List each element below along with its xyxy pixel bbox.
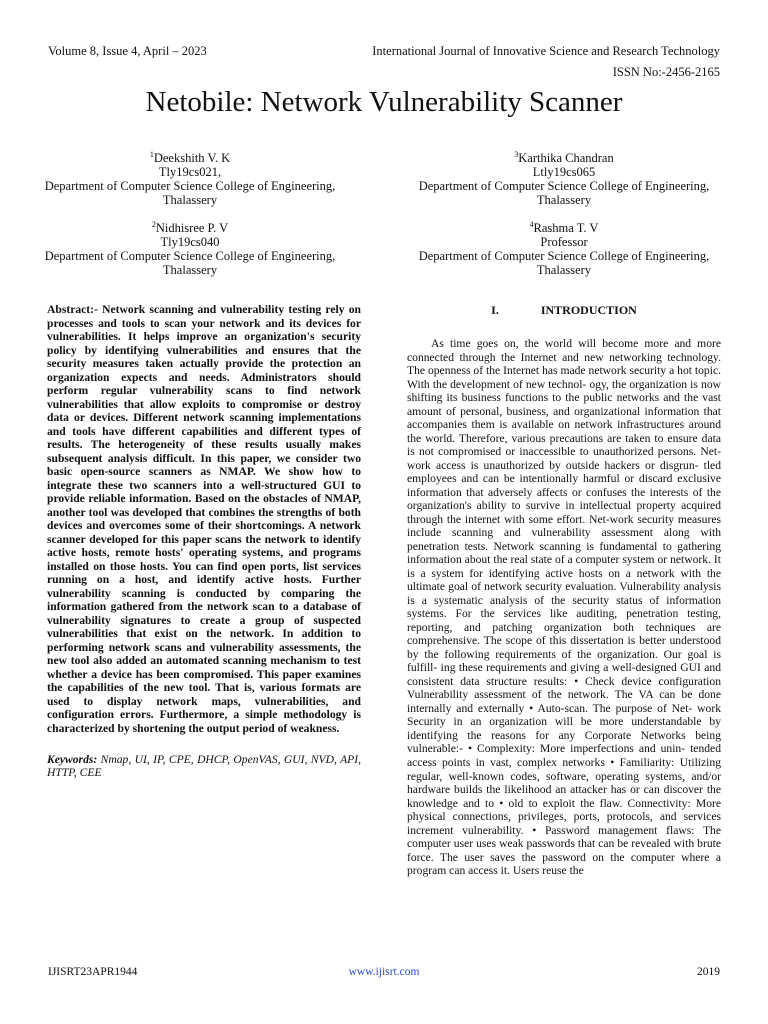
author-name: Nidhisree P. V <box>155 221 229 236</box>
author-sup: 1 <box>149 150 154 159</box>
abstract: Abstract:- Network scanning and vulnerability testing rely on processes and tools to scan your network and its devices for vulnerabilities. It helps improve an organization's security policy by identifying vulnerabilities and ensures that the security measures taken actually provide the protection an organization expects and needs. Administrators should perform regular vulnerability scans to find network vulnerabilities that allow exploits to compromise or destroy data or devices. Different network scanning implementations and tools have different capabilities and different types of results. The heterogeneity of these results usually makes subsequent analysis difficult. In this paper, we consider two basic open-source scanners as NMAP. We show how to integrate these two scanners into a well-structured GUI to provide reliable information. Based on the obstacles of NMAP, another tool was developed that combines the strengths of both devices and overcomes some of their shortcomings. A network scanner developed for this paper scans the network to identify active hosts, remote hosts' operating systems, and programs installed on those hosts. You can find open ports, list services running on a host, and identify active hosts. Further vulnerability scanning is conducted by comparing the information gathered from the network scan to a database of vulnerability signatures to create a group of suspected vulnerabilities that exist on the network. In addition to performing network scans and vulnerability assessments, the new tool also added an automated scanning mechanism to test whether a device has been compromised. This paper examines the capabilities of the new tool. That is, various formats are used to display network maps, vulnerabilities, and configuration errors. Furthermore, a simple methodology is characterized by shortening the output period of weakness. <box>47 303 361 735</box>
author-id: Tly19cs040 <box>160 235 220 250</box>
author-name: Karthika Chandran <box>518 151 614 166</box>
author-dept: Department of Computer Science College of Engineering, <box>418 179 710 194</box>
section-heading <box>407 303 721 325</box>
page-number: 2019 <box>697 966 720 978</box>
introduction-text: As time goes on, the world will become more and more connected through the Internet and new networking technology. The openness of the Internet has made network security a hot topic. With the development of new technol- ogy, the organization is now shifting its business functions to the public networks and the vast amount of personal, business, and organizational information that accompanies them is available on network infrastructures around the world. Therefore, various precautions are taken to ensure data is not compromised or inaccessible to unauthorized persons. Net- work access is unauthorized by outside hackers or disgrun- tled employees and can be intentionally harmful or discard exclusive information that adversely affects or confuses the interests of the organization's ability to survive in intellectual property acquired through the internet with some effort. Net-work security measures include scanning and vulnerability assessment along with penetration tests. Network scanning is fundamental to gathering information about the real state of a computer system or network. It is a system for identifying active hosts on a network with the ultimate goal of network security evaluation. Vulnerability analysis is a systematic analysis of the security status of information systems. For the services like auditing, penetration testing, reporting, and patching organization both techniques are comprehensive. The scope of this dissertation is better understood by the following requirements of the organization. Our goal is fulfill- ing these requirements and giving a well-designed GUI and consistent data structure results: • Check device configuration Vulnerability assessment of the network. The VA can be done internally and externally • Auto-scan. The purpose of Net- work Security in an organization will be more understandable by identifying the reasons for any Corporate Networks being vulnerable:- • Complexity: More imperfections and unin- tended access points in vast, complex networks • Familiarity: Utilizing regular, well-known codes, software, operating systems, and/or hardware builds the likelihood an attacker has or can discover the knowledge and to • old to exploit the flaw. Connectivity: More physical connections, privileges, ports, protocols, and services increment vulnerability. • Password management flaws: The computer user uses weak passwords that can be revealed with brute force. The user saves the password on the computer where a program can access it. Users reuse the <box>407 337 721 878</box>
author-name: Deekshith V. K <box>153 151 231 166</box>
right-column <box>407 303 721 878</box>
keywords <box>47 753 361 780</box>
left-column <box>47 303 361 780</box>
author-place: Thalassery <box>536 193 592 208</box>
author-dept: Department of Computer Science College of Engineering, <box>44 179 336 194</box>
author-block-1 <box>20 148 360 207</box>
author-id: Tly19cs021, <box>158 165 222 180</box>
section-number: I. <box>491 303 499 317</box>
issn: ISSN No:-2456-2165 <box>612 65 720 79</box>
author-block-4 <box>394 218 734 277</box>
author-dept: Department of Computer Science College of Engineering, <box>44 249 336 264</box>
keywords-text: Nmap, UI, IP, CPE, DHCP, OpenVAS, GUI, NVD, API, HTTP, CEE <box>47 752 361 780</box>
paper-id: IJISRT23APR1944 <box>48 966 138 978</box>
author-sup: 2 <box>151 220 156 229</box>
section-title: INTRODUCTION <box>540 303 637 317</box>
author-place: Thalassery <box>536 263 592 278</box>
author-sup: 3 <box>514 150 519 159</box>
journal-url-link[interactable]: www.ijisrt.com <box>348 966 420 978</box>
author-dept: Department of Computer Science College of Engineering, <box>418 249 710 264</box>
volume-issue: Volume 8, Issue 4, April – 2023 <box>48 44 207 58</box>
keywords-label: Keywords: <box>47 752 98 766</box>
author-id: Professor <box>540 235 588 250</box>
author-sup: 4 <box>529 220 534 229</box>
journal-name: International Journal of Innovative Science and Research Technology <box>372 44 720 58</box>
author-block-2 <box>20 218 360 277</box>
author-id: Ltly19cs065 <box>532 165 596 180</box>
author-place: Thalassery <box>162 193 218 208</box>
author-block-3 <box>394 148 734 207</box>
paper-title: Netobile: Network Vulnerability Scanner <box>145 86 623 118</box>
author-name: Rashma T. V <box>533 221 599 236</box>
author-place: Thalassery <box>162 263 218 278</box>
